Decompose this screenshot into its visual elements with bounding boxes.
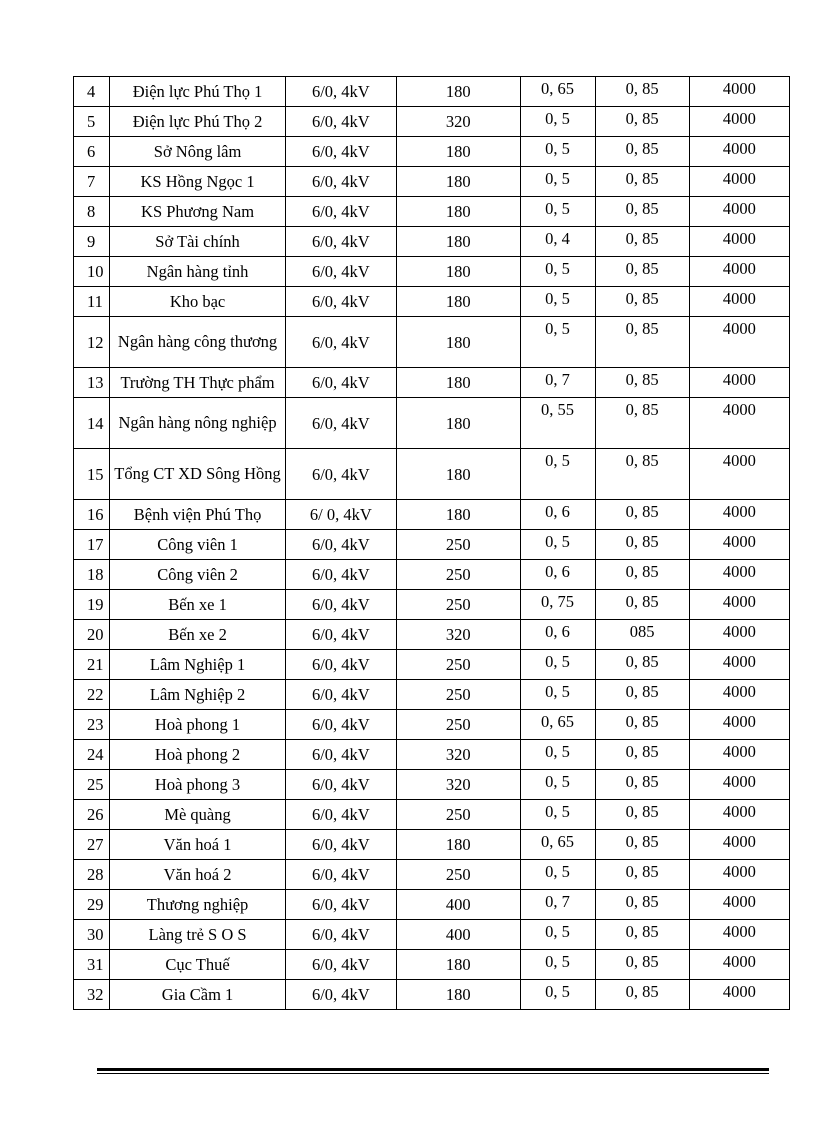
tmax-cell: 4000 (689, 770, 789, 800)
power-cell: 180 (397, 830, 521, 860)
voltage-cell: 6/0, 4kV (285, 950, 396, 980)
name-cell: Cục Thuế (110, 950, 285, 980)
voltage-cell: 6/0, 4kV (285, 77, 396, 107)
ki-cell: 0, 7 (520, 890, 595, 920)
power-cell: 180 (397, 167, 521, 197)
power-cell: 320 (397, 740, 521, 770)
name-cell: Kho bạc (110, 287, 285, 317)
tmax-cell: 4000 (689, 398, 789, 449)
name-cell: Làng trẻ S O S (110, 920, 285, 950)
substation-table (73, 76, 790, 1010)
voltage-cell: 6/0, 4kV (285, 710, 396, 740)
cos-phi-cell: 0, 85 (595, 77, 689, 107)
name-cell: Sở Tài chính (110, 227, 285, 257)
stt-cell: 26 (74, 800, 110, 830)
name-cell: Mè quàng (110, 800, 285, 830)
power-cell: 250 (397, 650, 521, 680)
tmax-cell: 4000 (689, 860, 789, 890)
tmax-cell: 4000 (689, 650, 789, 680)
cos-phi-cell: 0, 85 (595, 650, 689, 680)
stt-cell: 30 (74, 920, 110, 950)
stt-cell: 20 (74, 620, 110, 650)
cos-phi-cell: 0, 85 (595, 680, 689, 710)
ki-cell: 0, 65 (520, 710, 595, 740)
ki-cell: 0, 5 (520, 860, 595, 890)
ki-cell: 0, 5 (520, 920, 595, 950)
stt-cell: 28 (74, 860, 110, 890)
cos-phi-cell: 0, 85 (595, 950, 689, 980)
voltage-cell: 6/0, 4kV (285, 800, 396, 830)
stt-cell: 6 (74, 137, 110, 167)
ki-cell: 0, 7 (520, 368, 595, 398)
power-cell: 180 (397, 287, 521, 317)
table-row (74, 398, 790, 449)
cos-phi-cell: 0, 85 (595, 740, 689, 770)
cos-phi-cell: 0, 85 (595, 800, 689, 830)
stt-cell: 13 (74, 368, 110, 398)
power-cell: 180 (397, 257, 521, 287)
table-row (74, 167, 790, 197)
ki-cell: 0, 5 (520, 950, 595, 980)
voltage-cell: 6/0, 4kV (285, 107, 396, 137)
cos-phi-cell: 0, 85 (595, 830, 689, 860)
table-row (74, 107, 790, 137)
ki-cell: 0, 5 (520, 137, 595, 167)
ki-cell: 0, 55 (520, 398, 595, 449)
table-row (74, 650, 790, 680)
stt-cell: 14 (74, 398, 110, 449)
tmax-cell: 4000 (689, 167, 789, 197)
voltage-cell: 6/0, 4kV (285, 257, 396, 287)
name-cell: Lâm Nghiệp 1 (110, 650, 285, 680)
cos-phi-cell: 0, 85 (595, 107, 689, 137)
cos-phi-cell: 0, 85 (595, 710, 689, 740)
cos-phi-cell: 0, 85 (595, 890, 689, 920)
table-row (74, 620, 790, 650)
name-cell: Bến xe 2 (110, 620, 285, 650)
stt-cell: 8 (74, 197, 110, 227)
power-cell: 180 (397, 980, 521, 1010)
table-row (74, 560, 790, 590)
table-row (74, 197, 790, 227)
name-cell: Văn hoá 1 (110, 830, 285, 860)
table-row (74, 680, 790, 710)
tmax-cell: 4000 (689, 830, 789, 860)
tmax-cell: 4000 (689, 368, 789, 398)
voltage-cell: 6/0, 4kV (285, 650, 396, 680)
name-cell: KS Hồng Ngọc 1 (110, 167, 285, 197)
tmax-cell: 4000 (689, 980, 789, 1010)
cos-phi-cell: 0, 85 (595, 368, 689, 398)
power-cell: 250 (397, 800, 521, 830)
table-row (74, 800, 790, 830)
voltage-cell: 6/0, 4kV (285, 830, 396, 860)
voltage-cell: 6/0, 4kV (285, 680, 396, 710)
name-cell: Hoà phong 3 (110, 770, 285, 800)
power-cell: 320 (397, 770, 521, 800)
voltage-cell: 6/0, 4kV (285, 227, 396, 257)
cos-phi-cell: 0, 85 (595, 449, 689, 500)
power-cell: 250 (397, 860, 521, 890)
tmax-cell: 4000 (689, 500, 789, 530)
power-cell: 250 (397, 710, 521, 740)
table-row (74, 257, 790, 287)
power-cell: 180 (397, 317, 521, 368)
stt-cell: 21 (74, 650, 110, 680)
table-row (74, 860, 790, 890)
tmax-cell: 4000 (689, 137, 789, 167)
cos-phi-cell: 0, 85 (595, 227, 689, 257)
voltage-cell: 6/0, 4kV (285, 590, 396, 620)
voltage-cell: 6/0, 4kV (285, 560, 396, 590)
tmax-cell: 4000 (689, 107, 789, 137)
cos-phi-cell: 0, 85 (595, 317, 689, 368)
cos-phi-cell: 0, 85 (595, 590, 689, 620)
power-cell: 250 (397, 680, 521, 710)
ki-cell: 0, 5 (520, 167, 595, 197)
tmax-cell: 4000 (689, 560, 789, 590)
cos-phi-cell: 0, 85 (595, 860, 689, 890)
name-cell: Ngân hàng công thương (110, 317, 285, 368)
tmax-cell: 4000 (689, 287, 789, 317)
ki-cell: 0, 65 (520, 77, 595, 107)
name-cell: KS Phương Nam (110, 197, 285, 227)
stt-cell: 32 (74, 980, 110, 1010)
table-row (74, 920, 790, 950)
tmax-cell: 4000 (689, 197, 789, 227)
voltage-cell: 6/0, 4kV (285, 770, 396, 800)
tmax-cell: 4000 (689, 890, 789, 920)
stt-cell: 10 (74, 257, 110, 287)
voltage-cell: 6/0, 4kV (285, 449, 396, 500)
name-cell: Điện lực Phú Thọ 2 (110, 107, 285, 137)
stt-cell: 5 (74, 107, 110, 137)
voltage-cell: 6/0, 4kV (285, 890, 396, 920)
cos-phi-cell: 0, 85 (595, 398, 689, 449)
cos-phi-cell: 0, 85 (595, 257, 689, 287)
voltage-cell: 6/0, 4kV (285, 197, 396, 227)
tmax-cell: 4000 (689, 317, 789, 368)
name-cell: Hoà phong 2 (110, 740, 285, 770)
stt-cell: 24 (74, 740, 110, 770)
name-cell: Hoà phong 1 (110, 710, 285, 740)
table-row (74, 950, 790, 980)
table-row (74, 227, 790, 257)
cos-phi-cell: 0, 85 (595, 167, 689, 197)
voltage-cell: 6/0, 4kV (285, 740, 396, 770)
cos-phi-cell: 0, 85 (595, 920, 689, 950)
stt-cell: 23 (74, 710, 110, 740)
power-cell: 180 (397, 197, 521, 227)
ki-cell: 0, 65 (520, 830, 595, 860)
table-row (74, 770, 790, 800)
table-row (74, 890, 790, 920)
stt-cell: 16 (74, 500, 110, 530)
stt-cell: 15 (74, 449, 110, 500)
stt-cell: 25 (74, 770, 110, 800)
name-cell: Bệnh viện Phú Thọ (110, 500, 285, 530)
power-cell: 250 (397, 590, 521, 620)
ki-cell: 0, 5 (520, 650, 595, 680)
ki-cell: 0, 6 (520, 620, 595, 650)
stt-cell: 17 (74, 530, 110, 560)
tmax-cell: 4000 (689, 530, 789, 560)
stt-cell: 11 (74, 287, 110, 317)
ki-cell: 0, 5 (520, 740, 595, 770)
cos-phi-cell: 0, 85 (595, 560, 689, 590)
table-row (74, 77, 790, 107)
name-cell: Thương nghiệp (110, 890, 285, 920)
table-row (74, 449, 790, 500)
ki-cell: 0, 5 (520, 287, 595, 317)
tmax-cell: 4000 (689, 449, 789, 500)
voltage-cell: 6/0, 4kV (285, 137, 396, 167)
name-cell: Trường TH Thực phẩm (110, 368, 285, 398)
table-row (74, 137, 790, 167)
ki-cell: 0, 5 (520, 800, 595, 830)
table-body (74, 77, 790, 1010)
footer-rule-thin (97, 1073, 769, 1074)
voltage-cell: 6/0, 4kV (285, 620, 396, 650)
ki-cell: 0, 5 (520, 770, 595, 800)
cos-phi-cell: 085 (595, 620, 689, 650)
cos-phi-cell: 0, 85 (595, 980, 689, 1010)
ki-cell: 0, 5 (520, 449, 595, 500)
ki-cell: 0, 5 (520, 530, 595, 560)
tmax-cell: 4000 (689, 590, 789, 620)
table-row (74, 530, 790, 560)
voltage-cell: 6/0, 4kV (285, 368, 396, 398)
power-cell: 250 (397, 530, 521, 560)
tmax-cell: 4000 (689, 920, 789, 950)
voltage-cell: 6/0, 4kV (285, 398, 396, 449)
cos-phi-cell: 0, 85 (595, 137, 689, 167)
stt-cell: 18 (74, 560, 110, 590)
voltage-cell: 6/0, 4kV (285, 317, 396, 368)
name-cell: Công viên 2 (110, 560, 285, 590)
ki-cell: 0, 6 (520, 560, 595, 590)
table-row (74, 980, 790, 1010)
stt-cell: 31 (74, 950, 110, 980)
tmax-cell: 4000 (689, 680, 789, 710)
name-cell: Ngân hàng nông nghiệp (110, 398, 285, 449)
name-cell: Lâm Nghiệp 2 (110, 680, 285, 710)
power-cell: 320 (397, 620, 521, 650)
stt-cell: 4 (74, 77, 110, 107)
voltage-cell: 6/0, 4kV (285, 530, 396, 560)
power-cell: 180 (397, 137, 521, 167)
cos-phi-cell: 0, 85 (595, 530, 689, 560)
power-cell: 180 (397, 950, 521, 980)
name-cell: Văn hoá 2 (110, 860, 285, 890)
footer-rule (97, 1068, 769, 1071)
power-cell: 320 (397, 107, 521, 137)
name-cell: Công viên 1 (110, 530, 285, 560)
power-cell: 180 (397, 398, 521, 449)
power-cell: 250 (397, 560, 521, 590)
voltage-cell: 6/0, 4kV (285, 980, 396, 1010)
table-row (74, 500, 790, 530)
stt-cell: 29 (74, 890, 110, 920)
ki-cell: 0, 75 (520, 590, 595, 620)
tmax-cell: 4000 (689, 620, 789, 650)
stt-cell: 22 (74, 680, 110, 710)
name-cell: Gia Cầm 1 (110, 980, 285, 1010)
tmax-cell: 4000 (689, 800, 789, 830)
cos-phi-cell: 0, 85 (595, 770, 689, 800)
ki-cell: 0, 5 (520, 680, 595, 710)
voltage-cell: 6/ 0, 4kV (285, 500, 396, 530)
power-cell: 180 (397, 500, 521, 530)
voltage-cell: 6/0, 4kV (285, 167, 396, 197)
name-cell: Sở Nông lâm (110, 137, 285, 167)
power-cell: 400 (397, 920, 521, 950)
ki-cell: 0, 5 (520, 317, 595, 368)
tmax-cell: 4000 (689, 257, 789, 287)
tmax-cell: 4000 (689, 77, 789, 107)
ki-cell: 0, 5 (520, 197, 595, 227)
tmax-cell: 4000 (689, 710, 789, 740)
voltage-cell: 6/0, 4kV (285, 920, 396, 950)
power-cell: 180 (397, 77, 521, 107)
tmax-cell: 4000 (689, 950, 789, 980)
stt-cell: 27 (74, 830, 110, 860)
ki-cell: 0, 4 (520, 227, 595, 257)
power-cell: 180 (397, 227, 521, 257)
name-cell: Điện lực Phú Thọ 1 (110, 77, 285, 107)
power-cell: 180 (397, 449, 521, 500)
ki-cell: 0, 5 (520, 257, 595, 287)
cos-phi-cell: 0, 85 (595, 287, 689, 317)
voltage-cell: 6/0, 4kV (285, 287, 396, 317)
stt-cell: 9 (74, 227, 110, 257)
name-cell: Tổng CT XD Sông Hồng (110, 449, 285, 500)
table-row (74, 710, 790, 740)
ki-cell: 0, 5 (520, 107, 595, 137)
tmax-cell: 4000 (689, 740, 789, 770)
table-row (74, 740, 790, 770)
cos-phi-cell: 0, 85 (595, 500, 689, 530)
table-row (74, 590, 790, 620)
tmax-cell: 4000 (689, 227, 789, 257)
table-row (74, 368, 790, 398)
ki-cell: 0, 6 (520, 500, 595, 530)
power-cell: 400 (397, 890, 521, 920)
voltage-cell: 6/0, 4kV (285, 860, 396, 890)
cos-phi-cell: 0, 85 (595, 197, 689, 227)
stt-cell: 19 (74, 590, 110, 620)
table-row (74, 287, 790, 317)
power-cell: 180 (397, 368, 521, 398)
table-row (74, 317, 790, 368)
name-cell: Ngân hàng tỉnh (110, 257, 285, 287)
ki-cell: 0, 5 (520, 980, 595, 1010)
name-cell: Bến xe 1 (110, 590, 285, 620)
stt-cell: 12 (74, 317, 110, 368)
stt-cell: 7 (74, 167, 110, 197)
table-row (74, 830, 790, 860)
